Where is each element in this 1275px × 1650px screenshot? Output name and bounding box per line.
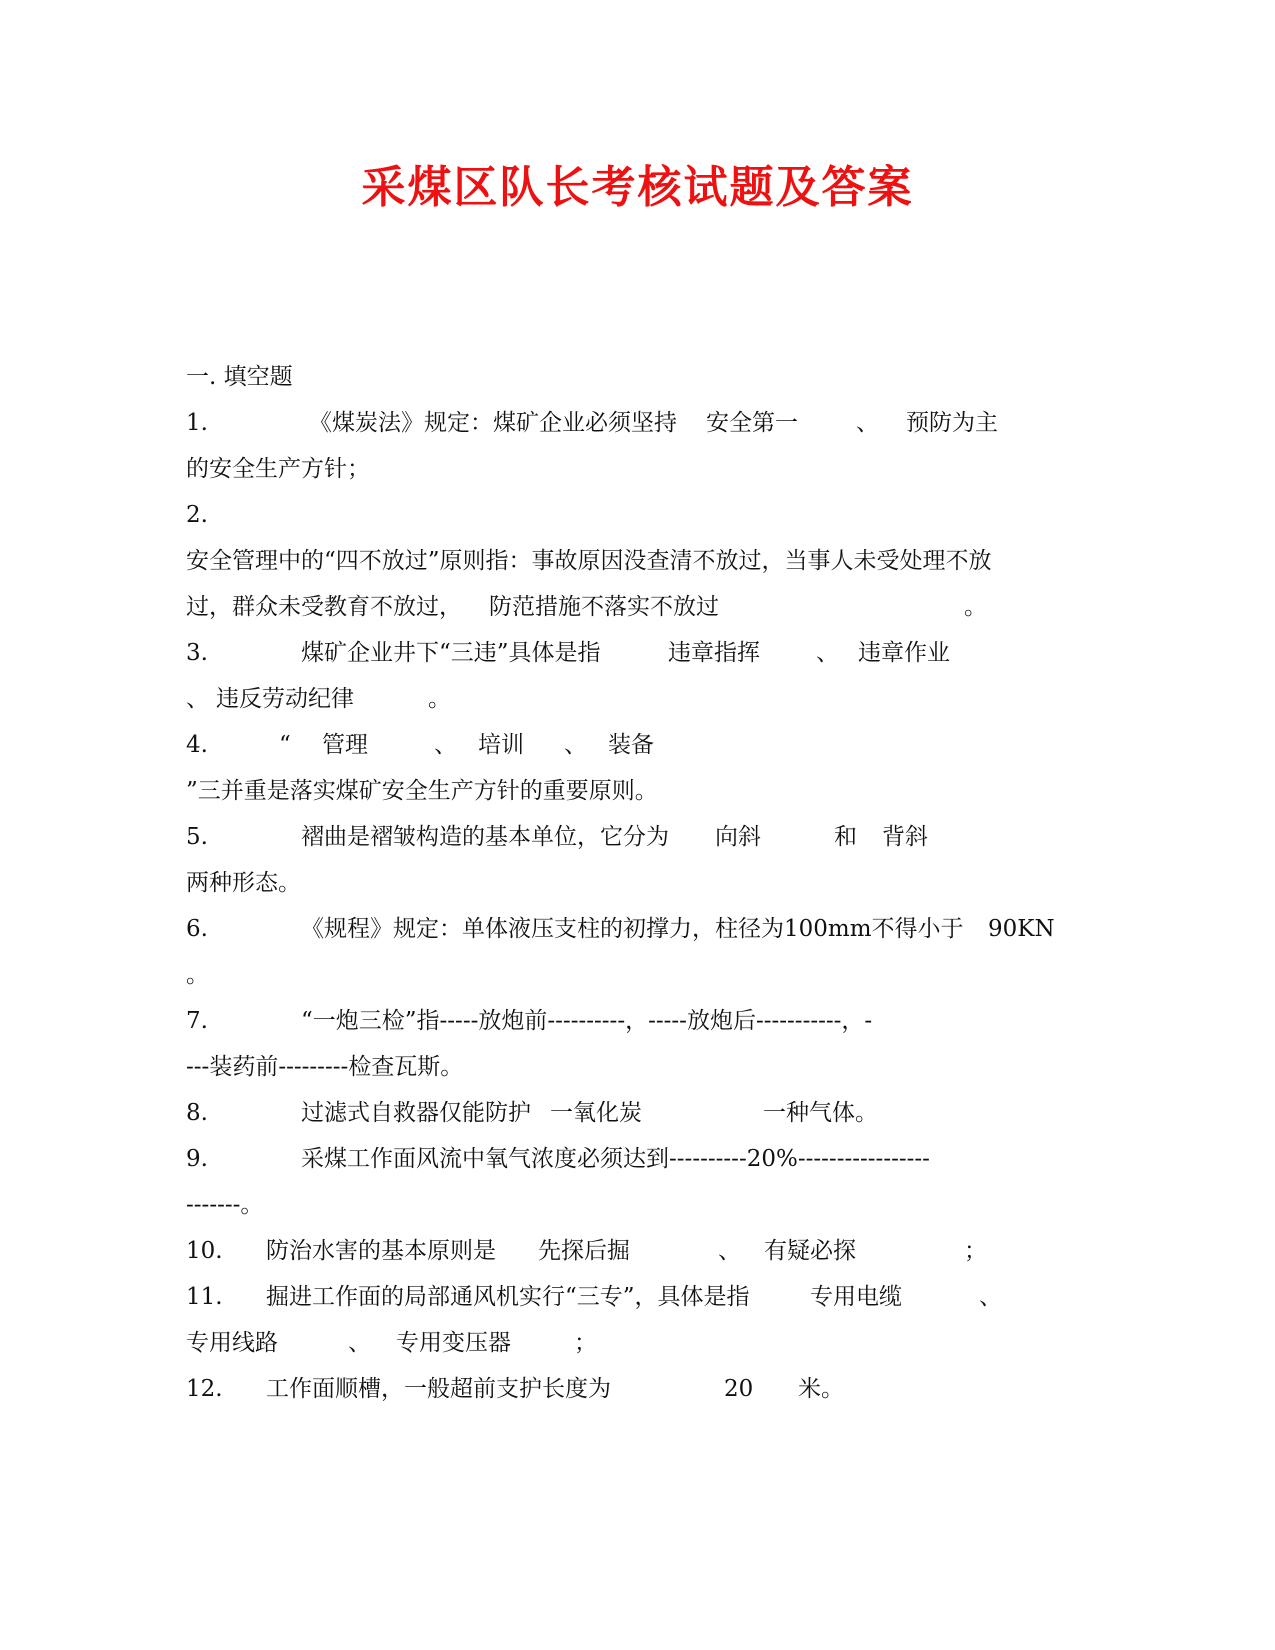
q3-text: 煤矿企业井下“三违”具体是指 xyxy=(301,640,601,666)
q2-end: 。 xyxy=(964,594,987,620)
q11-answer-3: 专用变压器 xyxy=(396,1330,511,1356)
q6-end: 。 xyxy=(186,962,209,988)
q10-answer-2: 有疑必探 xyxy=(764,1238,856,1264)
q3-separator-1: 、 xyxy=(816,640,839,666)
q7-line-2: ---装药前---------检查瓦斯。 xyxy=(186,1054,464,1080)
q5-answer-2: 背斜 xyxy=(882,824,928,850)
q11-number: 11. xyxy=(186,1284,223,1310)
q1-answer-1: 安全第一 xyxy=(706,410,798,436)
q2-line-1: 安全管理中的“四不放过”原则指：事故原因没查清不放过，当事人未受处理不放 xyxy=(186,548,992,574)
q10-number: 10. xyxy=(186,1238,223,1264)
q4-separator-2: 、 xyxy=(564,732,587,758)
q4-answer-2: 培训 xyxy=(478,732,524,758)
q8-end: 一种气体。 xyxy=(763,1100,878,1126)
q3-end: 。 xyxy=(428,686,451,712)
q7-number: 7. xyxy=(186,1008,208,1034)
q5-continuation: 两种形态。 xyxy=(186,870,301,896)
q4-open-quote: “ xyxy=(279,732,291,758)
q3-separator-2: 、 xyxy=(186,686,209,712)
document-title: 采煤区队长考核试题及答案 xyxy=(361,162,914,213)
q10-separator: 、 xyxy=(718,1238,741,1264)
question-9 xyxy=(186,1144,930,1234)
q11-separator-1: 、 xyxy=(979,1284,1002,1310)
q8-number: 8. xyxy=(186,1100,208,1126)
q12-number: 12. xyxy=(186,1376,223,1402)
q6-number: 6. xyxy=(186,916,208,942)
section-heading: 一. 填空题 xyxy=(186,364,293,390)
q8-text: 过滤式自救器仅能防护 xyxy=(301,1100,531,1126)
q1-answer-2: 预防为主 xyxy=(906,410,998,436)
q11-end: ； xyxy=(574,1330,597,1356)
q3-number: 3. xyxy=(186,640,208,666)
q2-number: 2. xyxy=(186,502,208,528)
q2-answer-1: 防范措施不落实不放过 xyxy=(489,594,719,620)
q1-separator: 、 xyxy=(856,410,879,436)
q10-answer-1: 先探后掘 xyxy=(538,1238,630,1264)
q11-answer-1: 专用电缆 xyxy=(810,1284,902,1310)
q11-separator-2: 、 xyxy=(348,1330,371,1356)
q4-separator-1: 、 xyxy=(434,732,457,758)
q7-line-1: “一炮三检”指-----放炮前----------，-----放炮后-----------，- xyxy=(301,1008,873,1034)
q9-line-2: -------。 xyxy=(186,1192,264,1218)
q5-text: 褶曲是褶皱构造的基本单位，它分为 xyxy=(301,824,669,850)
q4-answer-1: 管理 xyxy=(322,732,368,758)
q1-number: 1. xyxy=(186,410,208,436)
q1-continuation: 的安全生产方针； xyxy=(186,456,370,482)
q2-line-2: 过，群众未受教育不放过， xyxy=(186,594,462,620)
q5-number: 5. xyxy=(186,824,208,850)
q4-answer-3: 装备 xyxy=(608,732,654,758)
q5-middle: 和 xyxy=(834,824,857,850)
q8-answer-1: 一氧化炭 xyxy=(550,1100,642,1126)
q11-text: 掘进工作面的局部通风机实行“三专”，具体是指 xyxy=(266,1284,750,1310)
q11-answer-2: 专用线路 xyxy=(186,1330,278,1356)
q9-line-1: 采煤工作面风流中氧气浓度必须达到----------20%----------------- xyxy=(301,1146,930,1172)
q10-end: ； xyxy=(964,1238,987,1264)
q3-answer-1: 违章指挥 xyxy=(668,640,760,666)
q4-continuation: ”三并重是落实煤矿安全生产方针的重要原则。 xyxy=(186,778,658,804)
q6-text: 《规程》规定：单体液压支柱的初撑力，柱径为100mm不得小于 xyxy=(301,916,964,942)
q5-answer-1: 向斜 xyxy=(715,824,761,850)
q12-text: 工作面顺槽，一般超前支护长度为 xyxy=(266,1376,611,1402)
q12-end: 米。 xyxy=(798,1376,844,1402)
question-12 xyxy=(186,1374,844,1524)
q3-answer-2: 违章作业 xyxy=(858,640,950,666)
q1-text: 《煤炭法》规定：煤矿企业必须坚持 xyxy=(309,410,677,436)
q10-text: 防治水害的基本原则是 xyxy=(266,1238,496,1264)
q12-answer-1: 20 xyxy=(724,1376,754,1402)
q3-answer-3: 违反劳动纪律 xyxy=(216,686,354,712)
q4-number: 4. xyxy=(186,732,208,758)
q9-number: 9. xyxy=(186,1146,208,1172)
q6-answer-1: 90KN xyxy=(988,916,1055,942)
